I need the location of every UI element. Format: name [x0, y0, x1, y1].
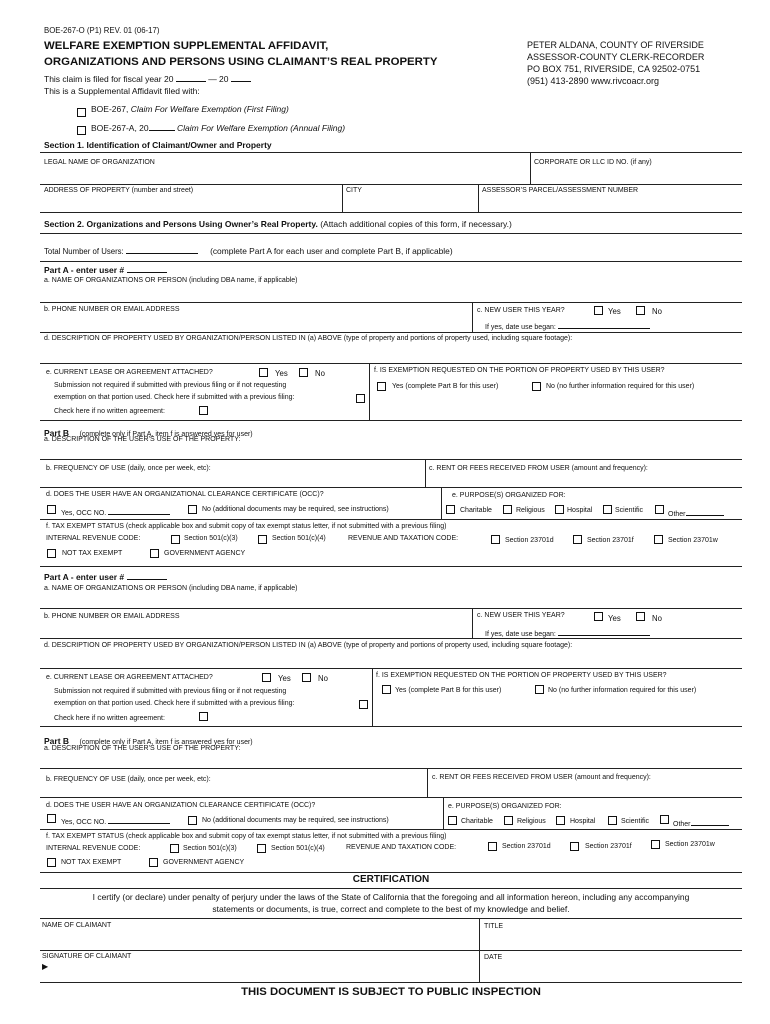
occ-label: d. DOES THE USER HAVE AN ORGANIZATIONAL CLEARANCE CERTIFICATE (OCC)?	[46, 491, 324, 498]
legal-name-field[interactable]	[44, 168, 524, 182]
user-number-field[interactable]	[127, 571, 167, 580]
hospital-label: Hospital	[570, 818, 596, 825]
section2-title-line	[44, 219, 512, 229]
partB-title: Part B	[44, 428, 70, 438]
annual-filing-code: BOE-267-A, 20	[91, 123, 149, 133]
tax-status-label: f. TAX EXEMPT STATUS (check applicable box and submit copy of tax exempt status letter, if not submitted with a previous filing)	[46, 523, 447, 530]
s501c3-checkbox[interactable]	[171, 535, 180, 544]
exemption-requested-label: f. IS EXEMPTION REQUESTED ON THE PORTION OF PROPERTY USED BY THIS USER?	[374, 367, 665, 374]
irc-label: INTERNAL REVENUE CODE:	[46, 845, 141, 852]
section2-title: Section 2. Organizations and Persons Using Owner’s Real Property.	[44, 219, 318, 229]
irc-label: INTERNAL REVENUE CODE:	[46, 535, 141, 542]
partA-title-text: Part A - enter user #	[44, 572, 125, 582]
s501c3-checkbox[interactable]	[170, 844, 179, 853]
occ-no-checkbox[interactable]	[188, 816, 197, 825]
section1-title: Section 1. Identification of Claimant/Owner and Property	[44, 140, 272, 150]
public-inspection-notice: THIS DOCUMENT IS SUBJECT TO PUBLIC INSPECTION	[241, 986, 541, 998]
date-field[interactable]	[484, 964, 734, 980]
new-user-label: c. NEW USER THIS YEAR?	[477, 612, 565, 619]
lease-note3: Check here if no written agreement:	[54, 715, 165, 722]
divider	[40, 487, 742, 488]
occ-yes-line	[61, 506, 170, 517]
s501c4-label: Section 501(c)(4)	[272, 535, 326, 542]
first-filing-label	[91, 104, 289, 114]
assessor-address: PO BOX 751, RIVERSIDE, CA 92502-0751	[527, 64, 701, 74]
lease-note1: Submission not required if submitted with previous filing or if not requesting	[54, 382, 287, 389]
phone-label: b. PHONE NUMBER OR EMAIL ADDRESS	[44, 306, 180, 313]
fiscal-year-start-field[interactable]	[176, 73, 206, 82]
lease-label: e. CURRENT LEASE OR AGREEMENT ATTACHED?	[46, 369, 213, 376]
form-title-line2: ORGANIZATIONS AND PERSONS USING CLAIMANT’S REAL PROPERTY	[44, 56, 438, 68]
property-desc-label: d. DESCRIPTION OF PROPERTY USED BY ORGANIZATION/PERSON LISTED IN (a) ABOVE (type of property and portions of property used, including square footage):	[44, 335, 573, 342]
divider	[40, 566, 742, 567]
legal-name-label: LEGAL NAME OF ORGANIZATION	[44, 159, 155, 166]
city-label: CITY	[346, 187, 362, 194]
frequency-field[interactable]	[46, 785, 416, 795]
fiscal-year-end-field[interactable]	[231, 73, 251, 82]
other-label: Other	[673, 821, 691, 828]
user-number-field[interactable]	[127, 264, 167, 273]
lease-yes-label: Yes	[278, 674, 291, 683]
exemption-yes-checkbox[interactable]	[377, 382, 386, 391]
divider	[342, 184, 343, 212]
user-use-field[interactable]	[44, 755, 734, 767]
parcel-label: ASSESSOR’S PARCEL/ASSESSMENT NUMBER	[482, 187, 639, 194]
exemption-yes-checkbox[interactable]	[382, 685, 391, 694]
exemption-no-checkbox[interactable]	[532, 382, 541, 391]
occ-no-label: No (additional documents may be required, see instructions)	[202, 817, 389, 824]
divider	[40, 797, 742, 798]
occ-no-checkbox[interactable]	[188, 505, 197, 514]
certification-text1: I certify (or declare) under penalty of perjury under the laws of the State of California that the foregoing and all information hereon, including any accompanying	[92, 892, 690, 902]
charitable-label: Charitable	[460, 507, 492, 514]
other-checkbox[interactable]	[660, 815, 669, 824]
partA-title-text: Part A - enter user #	[44, 265, 125, 275]
divider	[40, 261, 742, 262]
date-label: DATE	[484, 954, 503, 961]
property-desc-label: d. DESCRIPTION OF PROPERTY USED BY ORGANIZATION/PERSON LISTED IN (a) ABOVE (type of property and portions of property used, including square footage):	[44, 642, 573, 649]
new-user-no-checkbox[interactable]	[636, 306, 645, 315]
charitable-checkbox[interactable]	[446, 505, 455, 514]
s23701d-checkbox[interactable]	[491, 535, 500, 544]
fiscal-year-line	[44, 73, 251, 84]
s501c3-label: Section 501(c)(3)	[183, 845, 237, 852]
user-name-field[interactable]	[44, 595, 734, 607]
s23701d-label: Section 23701d	[505, 537, 554, 544]
annual-filing-year-field[interactable]	[149, 122, 175, 131]
not-tax-exempt-checkbox[interactable]	[47, 858, 56, 867]
exemption-no-label: No (no further information required for this user)	[548, 687, 697, 694]
first-filing-code: BOE-267,	[91, 104, 129, 114]
divider	[40, 668, 742, 669]
previous-filing-checkbox[interactable]	[356, 394, 365, 403]
partB-note: (complete only if Part A, item f is answered yes for user)	[79, 431, 253, 438]
other-line	[668, 507, 724, 518]
occ-number-field[interactable]	[108, 815, 170, 824]
other-checkbox[interactable]	[655, 505, 664, 514]
hospital-checkbox[interactable]	[555, 505, 564, 514]
corp-id-label: CORPORATE OR LLC ID NO. (if any)	[534, 159, 652, 166]
property-desc-field[interactable]	[44, 345, 734, 361]
lease-note2: exemption on that portion used. Check here if submitted with a previous filing:	[54, 700, 295, 707]
corp-id-field[interactable]	[534, 168, 734, 182]
exemption-no-label: No (no further information required for this user)	[546, 383, 695, 390]
divider	[40, 982, 742, 983]
assessor-title: ASSESSOR-COUNTY CLERK-RECORDER	[527, 52, 705, 62]
divider	[40, 918, 742, 919]
divider	[40, 519, 742, 520]
divider	[472, 302, 473, 332]
charitable-label: Charitable	[461, 818, 493, 825]
divider	[40, 212, 742, 213]
divider	[530, 153, 531, 184]
s23701w-label: Section 23701w	[665, 841, 715, 848]
not-tax-exempt-checkbox[interactable]	[47, 549, 56, 558]
religious-label: Religious	[517, 818, 546, 825]
certification-text2: statements or documents, is true, correct and complete to the best of my knowledge and belief.	[212, 904, 570, 914]
total-users-field[interactable]	[126, 245, 198, 254]
divider	[40, 363, 742, 364]
fiscal-year-dash: — 20	[208, 74, 229, 84]
divider	[40, 332, 742, 333]
other-label: Other	[668, 511, 686, 518]
divider	[40, 888, 742, 889]
address-field[interactable]	[44, 196, 334, 210]
occ-yes-label: Yes, OCC NO.	[61, 510, 107, 517]
annual-filing-checkbox[interactable]	[77, 126, 86, 135]
s23701f-checkbox[interactable]	[570, 842, 579, 851]
not-tax-exempt-label: NOT TAX EXEMPT	[61, 859, 122, 866]
address-label: ADDRESS OF PROPERTY (number and street)	[44, 187, 194, 194]
s501c4-checkbox[interactable]	[258, 535, 267, 544]
exemption-requested-label: f. IS EXEMPTION REQUESTED ON THE PORTION OF PROPERTY USED BY THIS USER?	[376, 672, 667, 679]
religious-checkbox[interactable]	[504, 816, 513, 825]
new-user-no-label: No	[652, 307, 662, 316]
divider	[40, 829, 742, 830]
gov-agency-checkbox[interactable]	[150, 549, 159, 558]
lease-no-label: No	[315, 369, 325, 378]
user-name-label: a. NAME OF ORGANIZATIONS OR PERSON (including DBA name, if applicable)	[44, 277, 298, 284]
divider	[478, 184, 479, 212]
occ-yes-line	[61, 815, 170, 826]
date-began-label: If yes, date use began:	[485, 324, 556, 331]
phone-field[interactable]	[44, 623, 464, 635]
form-title-line1: WELFARE EXEMPTION SUPPLEMENTAL AFFIDAVIT,	[44, 40, 329, 52]
divider	[472, 608, 473, 638]
no-written-agreement-checkbox[interactable]	[199, 406, 208, 415]
divider	[40, 638, 742, 639]
frequency-label: b. FREQUENCY OF USE (daily, once per week, etc):	[46, 465, 211, 472]
new-user-label: c. NEW USER THIS YEAR?	[477, 307, 565, 314]
lease-no-checkbox[interactable]	[299, 368, 308, 377]
scientific-checkbox[interactable]	[608, 816, 617, 825]
section2-note: (Attach additional copies of this form, if necessary.)	[320, 219, 512, 229]
tax-status-label: f. TAX EXEMPT STATUS (check applicable box and submit copy of tax exempt status letter, if not submitted with a previous filing)	[46, 833, 447, 840]
s501c4-checkbox[interactable]	[257, 844, 266, 853]
previous-filing-checkbox[interactable]	[359, 700, 368, 709]
form-id: BOE-267-O (P1) REV. 01 (06-17)	[44, 26, 160, 35]
rtc-label: REVENUE AND TAXATION CODE:	[348, 535, 459, 542]
no-written-agreement-checkbox[interactable]	[199, 712, 208, 721]
user-use-label: a. DESCRIPTION OF THE USER’S USE OF THE PROPERTY:	[44, 745, 241, 752]
signature-field[interactable]	[54, 962, 472, 980]
lease-note2: exemption on that portion used. Check here if submitted with a previous filing:	[54, 394, 295, 401]
hospital-checkbox[interactable]	[556, 816, 565, 825]
assessor-name: PETER ALDANA, COUNTY OF RIVERSIDE	[527, 40, 704, 50]
not-tax-exempt-label: NOT TAX EXEMPT	[62, 550, 123, 557]
signature-arrow-icon: ▶	[42, 962, 49, 971]
exemption-yes-label: Yes (complete Part B for this user)	[395, 687, 502, 694]
divider	[40, 233, 742, 234]
phone-label: b. PHONE NUMBER OR EMAIL ADDRESS	[44, 613, 180, 620]
divider	[427, 768, 428, 797]
date-began-field[interactable]	[558, 627, 650, 636]
date-began-line	[485, 320, 650, 331]
property-desc-field[interactable]	[44, 652, 734, 666]
s23701w-label: Section 23701w	[668, 537, 718, 544]
phone-field[interactable]	[44, 316, 464, 330]
rent-fees-field[interactable]	[432, 783, 735, 795]
first-filing-checkbox[interactable]	[77, 108, 86, 117]
total-users-note: (complete Part A for each user and complete Part B, if applicable)	[210, 246, 453, 256]
date-began-line	[485, 627, 650, 638]
lease-note3: Check here if no written agreement:	[54, 408, 165, 415]
parcel-field[interactable]	[482, 196, 737, 210]
total-users-line	[44, 245, 453, 256]
s23701f-label: Section 23701f	[585, 843, 632, 850]
scientific-label: Scientific	[615, 507, 644, 514]
religious-checkbox[interactable]	[503, 505, 512, 514]
divider	[372, 668, 373, 726]
exemption-no-checkbox[interactable]	[535, 685, 544, 694]
rent-fees-label: c. RENT OR FEES RECEIVED FROM USER (amount and frequency):	[432, 774, 651, 781]
divider	[40, 950, 742, 951]
user-use-field[interactable]	[44, 446, 734, 458]
divider	[40, 768, 742, 769]
s501c4-label: Section 501(c)(4)	[271, 845, 325, 852]
lease-label: e. CURRENT LEASE OR AGREEMENT ATTACHED?	[46, 674, 213, 681]
lease-yes-checkbox[interactable]	[262, 673, 271, 682]
divider	[40, 872, 742, 873]
gov-agency-label: GOVERNMENT AGENCY	[164, 550, 246, 557]
exemption-yes-label: Yes (complete Part B for this user)	[392, 383, 499, 390]
occ-yes-label: Yes, OCC NO.	[61, 819, 107, 826]
s23701w-checkbox[interactable]	[651, 840, 660, 849]
rent-fees-label: c. RENT OR FEES RECEIVED FROM USER (amount and frequency):	[429, 465, 648, 472]
divider	[40, 184, 742, 185]
gov-agency-label: GOVERNMENT AGENCY	[163, 859, 245, 866]
other-field[interactable]	[691, 817, 729, 826]
partB-title: Part B	[44, 736, 70, 746]
claimant-name-field[interactable]	[42, 932, 472, 948]
partB-note: (complete only if Part A, item f is answered yes for user)	[79, 739, 253, 746]
lease-note1: Submission not required if submitted with previous filing or if not requesting	[54, 688, 287, 695]
s23701f-label: Section 23701f	[587, 537, 634, 544]
lease-no-label: No	[318, 674, 328, 683]
scientific-label: Scientific	[621, 818, 650, 825]
s501c3-label: Section 501(c)(3)	[184, 535, 238, 542]
divider	[40, 459, 742, 460]
supplemental-text: This is a Supplemental Affidavit filed with:	[44, 86, 200, 96]
divider	[40, 726, 742, 727]
other-field[interactable]	[686, 507, 724, 516]
new-user-no-checkbox[interactable]	[636, 612, 645, 621]
religious-label: Religious	[516, 507, 545, 514]
s23701d-checkbox[interactable]	[488, 842, 497, 851]
gov-agency-checkbox[interactable]	[149, 858, 158, 867]
rent-fees-field[interactable]	[429, 474, 735, 486]
s23701w-checkbox[interactable]	[654, 535, 663, 544]
occ-yes-checkbox[interactable]	[47, 505, 56, 514]
occ-yes-checkbox[interactable]	[47, 814, 56, 823]
divider	[40, 152, 742, 153]
certification-title: CERTIFICATION	[352, 874, 430, 885]
frequency-field[interactable]	[46, 474, 416, 486]
divider	[369, 363, 370, 420]
rtc-label: REVENUE AND TAXATION CODE:	[346, 844, 457, 851]
purpose-label: e. PURPOSE(S) ORGANIZED FOR:	[448, 803, 562, 810]
date-began-field[interactable]	[558, 320, 650, 329]
new-user-yes-label: Yes	[608, 614, 621, 623]
partA-title-1	[44, 264, 167, 275]
assessor-contact: (951) 413-2890 www.rivcoacr.org	[527, 76, 660, 86]
claimant-title-field[interactable]	[484, 932, 734, 948]
claimant-name-label: NAME OF CLAIMANT	[42, 922, 112, 929]
city-field[interactable]	[346, 196, 472, 210]
purpose-label: e. PURPOSE(S) ORGANIZED FOR:	[452, 492, 566, 499]
other-line	[673, 817, 729, 828]
divider	[40, 302, 742, 303]
divider	[441, 487, 442, 519]
lease-yes-label: Yes	[275, 369, 288, 378]
fiscal-year-prefix: This claim is filed for fiscal year 20	[44, 74, 174, 84]
lease-yes-checkbox[interactable]	[259, 368, 268, 377]
annual-filing-label	[91, 122, 345, 133]
occ-label: d. DOES THE USER HAVE AN ORGANIZATION CLEARANCE CERTIFICATE (OCC)?	[46, 802, 316, 809]
total-users-label: Total Number of Users:	[44, 247, 124, 256]
divider	[425, 459, 426, 487]
first-filing-desc: Claim For Welfare Exemption (First Filing)	[130, 104, 289, 114]
partA-title-2	[44, 571, 167, 582]
new-user-yes-checkbox[interactable]	[594, 306, 603, 315]
lease-no-checkbox[interactable]	[302, 673, 311, 682]
claimant-title-label: TITLE	[484, 923, 504, 930]
new-user-yes-checkbox[interactable]	[594, 612, 603, 621]
frequency-label: b. FREQUENCY OF USE (daily, once per week, etc):	[46, 776, 211, 783]
s23701d-label: Section 23701d	[502, 843, 551, 850]
user-use-label: a. DESCRIPTION OF THE USER’S USE OF THE PROPERTY:	[44, 436, 241, 443]
new-user-yes-label: Yes	[608, 307, 621, 316]
new-user-no-label: No	[652, 614, 662, 623]
divider	[40, 420, 742, 421]
scientific-checkbox[interactable]	[603, 505, 612, 514]
annual-filing-desc: Claim For Welfare Exemption (Annual Filing)	[177, 123, 346, 133]
user-name-label: a. NAME OF ORGANIZATIONS OR PERSON (including DBA name, if applicable)	[44, 585, 298, 592]
user-name-field[interactable]	[44, 287, 734, 301]
date-began-label: If yes, date use began:	[485, 631, 556, 638]
hospital-label: Hospital	[567, 507, 593, 514]
occ-number-field[interactable]	[108, 506, 170, 515]
s23701f-checkbox[interactable]	[573, 535, 582, 544]
divider	[40, 608, 742, 609]
signature-label: SIGNATURE OF CLAIMANT	[42, 953, 132, 960]
charitable-checkbox[interactable]	[448, 816, 457, 825]
occ-no-label: No (additional documents may be required, see instructions)	[202, 506, 389, 513]
divider	[443, 797, 444, 829]
